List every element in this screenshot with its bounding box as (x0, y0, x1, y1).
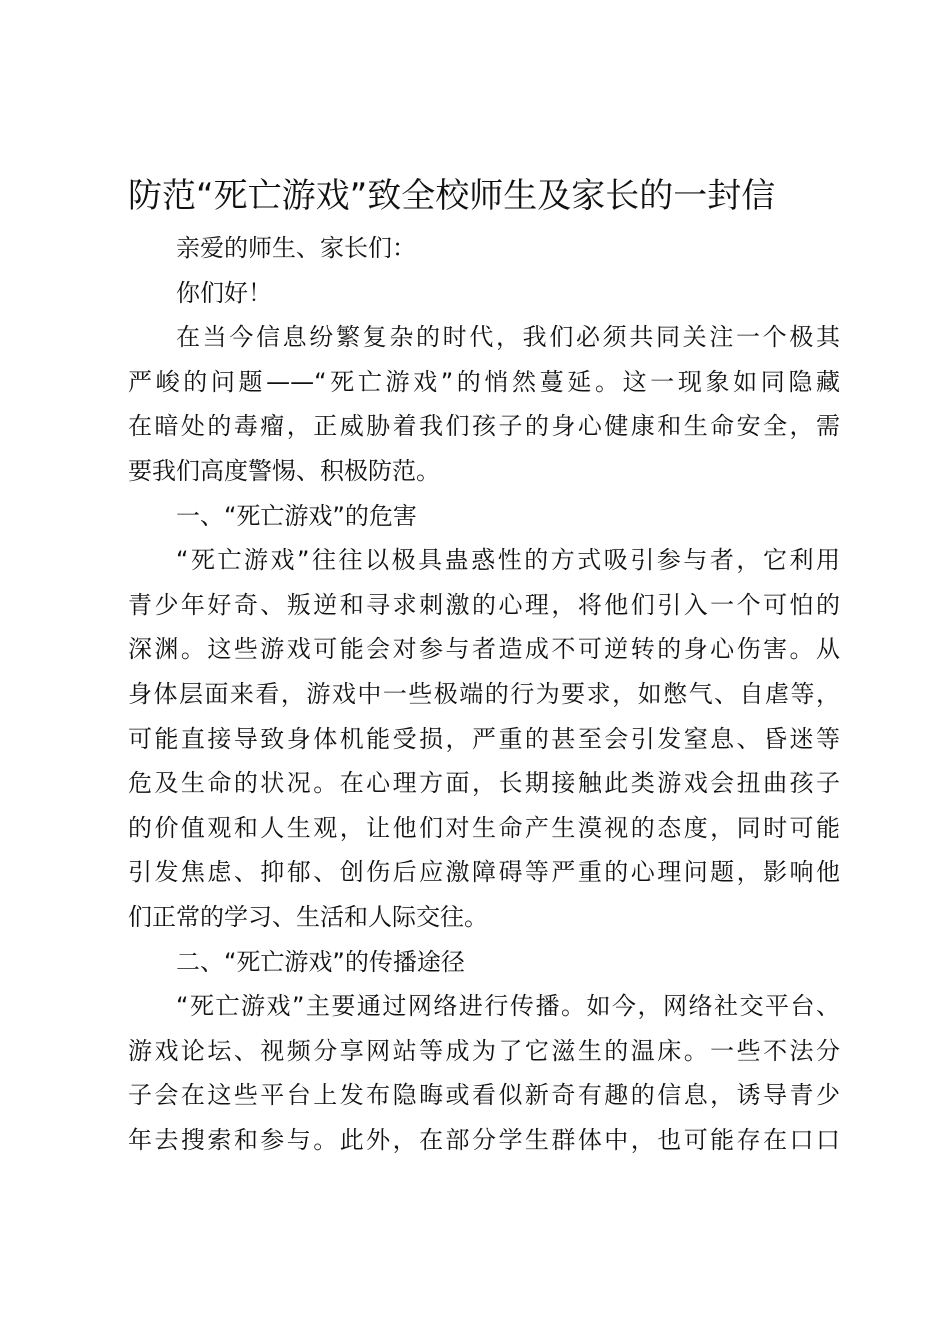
text-line: “死亡游戏”往往以极具蛊惑性的方式吸引参与者，它利用 (176, 546, 840, 575)
text-line: 的价值观和人生观，让他们对生命产生漠视的态度，同时可能 (128, 813, 840, 842)
text-line: 青少年好奇、叛逆和寻求刺激的心理，将他们引入一个可怕的 (128, 590, 840, 619)
text-line: “死亡游戏”主要通过网络进行传播。如今，网络社交平台、 (176, 992, 840, 1021)
text-line: 年去搜索和参与。此外，在部分学生群体中，也可能存在口口 (128, 1125, 840, 1154)
text-line: 子会在这些平台上发布隐晦或看似新奇有趣的信息，诱导青少 (128, 1081, 840, 1110)
section-heading: 一、“死亡游戏”的危害 (176, 501, 417, 530)
text-line: 在暗处的毒瘤，正威胁着我们孩子的身心健康和生命安全，需 (128, 412, 840, 441)
text-line: 要我们高度警惕、积极防范。 (128, 456, 440, 485)
text-line: 游戏论坛、视频分享网站等成为了它滋生的温床。一些不法分 (128, 1036, 840, 1065)
text-line: 身体层面来看，游戏中一些极端的行为要求，如憋气、自虐等， (128, 679, 840, 708)
text-line: 可能直接导致身体机能受损，严重的甚至会引发窒息、昏迷等 (128, 724, 840, 753)
document-title: 防范“死亡游戏”致全校师生及家长的一封信 (128, 176, 776, 216)
text-line: 们正常的学习、生活和人际交往。 (128, 902, 488, 931)
text-line: 危及生命的状况。在心理方面，长期接触此类游戏会扭曲孩子 (128, 769, 840, 798)
text-line: 深渊。这些游戏可能会对参与者造成不可逆转的身心伤害。从 (128, 635, 840, 664)
text-line: 在当今信息纷繁复杂的时代，我们必须共同关注一个极其 (176, 323, 840, 352)
text-line: 你们好！ (176, 278, 272, 307)
text-line: 严峻的问题——“死亡游戏”的悄然蔓延。这一现象如同隐藏 (128, 367, 840, 396)
section-heading: 二、“死亡游戏”的传播途径 (176, 947, 465, 976)
text-line: 引发焦虑、抑郁、创伤后应激障碍等严重的心理问题，影响他 (128, 858, 840, 887)
text-line: 亲爱的师生、家长们： (176, 234, 416, 262)
document-body (128, 226, 840, 1162)
